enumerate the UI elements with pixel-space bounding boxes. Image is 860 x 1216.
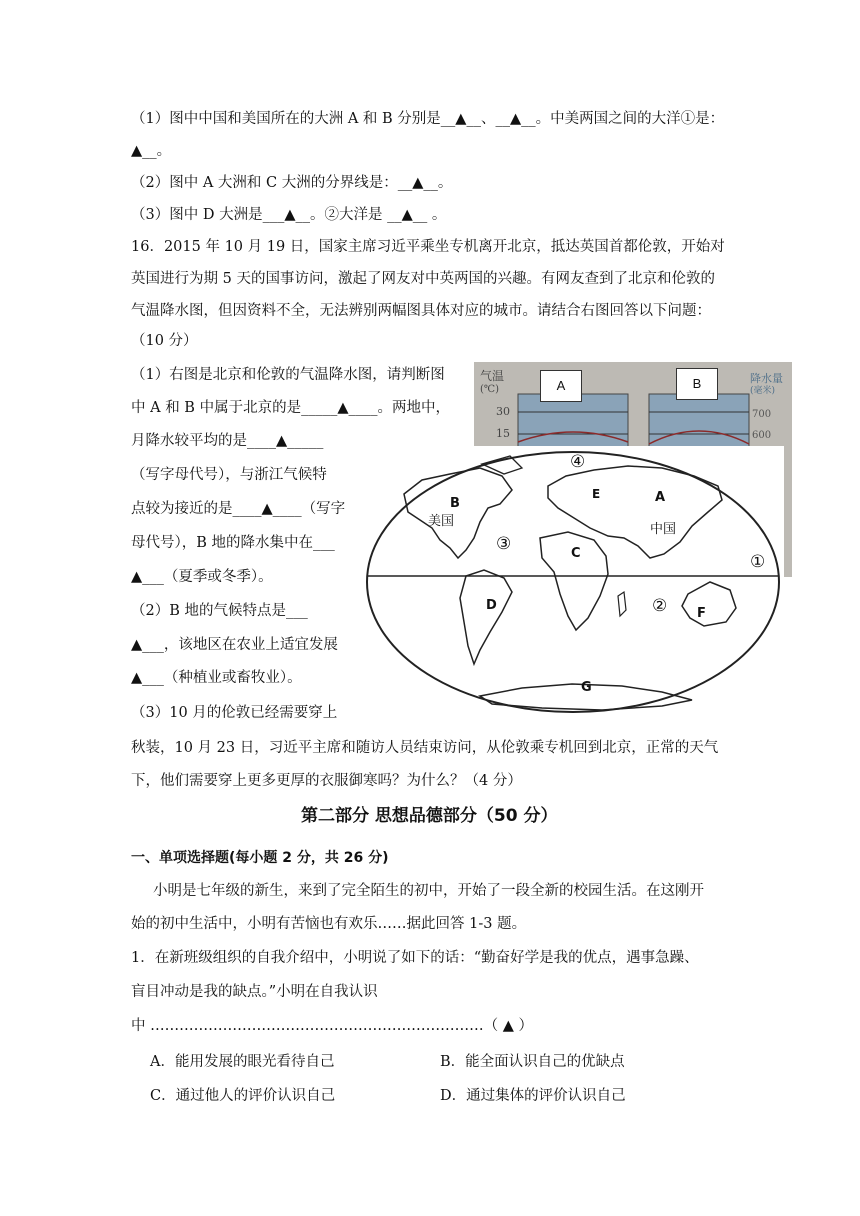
world-map-drawing: [362, 446, 784, 718]
q15-line-1: （1）图中中国和美国所在的大洲 A 和 B 分别是__▲__、__▲__。中美两国之间的大洋①是：: [131, 111, 725, 127]
precip-label: 降水量: [750, 372, 783, 385]
tick-700: 700: [752, 409, 772, 420]
q16-line-6: 母代号），B 地的降水集中在___: [131, 535, 335, 551]
q16-intro-3: 气温降水图，但因资料不全，无法辨别两幅图具体对应的城市。请结合右图回答以下问题：: [131, 303, 711, 319]
q16-intro-1: 16．2015 年 10 月 19 日，国家主席习近平乘坐专机离开北京，抵达英国首都伦敦，开始对: [131, 239, 725, 255]
ocean-4: ④: [570, 452, 586, 472]
part2-intro-1: 小明是七年级的新生，来到了完全陌生的初中，开始了一段全新的校园生活。在这刚开: [153, 883, 704, 899]
label-china: 中国: [650, 522, 677, 537]
q16-line-9: ▲___，该地区在农业上适宜发展: [131, 637, 338, 653]
part2-intro-2: 始的初中生活中，小明有苦恼也有欢乐……据此回答 1-3 题。: [131, 916, 527, 932]
ocean-3: ③: [496, 534, 512, 554]
q16-line-12: 秋装，10 月 23 日，习近平主席和随访人员结束访问，从伦敦乘专机回到北京，正常的天气: [131, 740, 719, 756]
q16-line-5: 点较为接近的是____▲____（写字: [131, 501, 346, 517]
label-usa: 美国: [428, 514, 455, 529]
q16-intro-2: 英国进行为期 5 天的国事访问，激起了网友对中英两国的兴趣。有网友查到了北京和伦敦的: [131, 271, 715, 287]
world-map: [362, 446, 784, 718]
q16-line-2: 中 A 和 B 中属于北京的是_____▲____。两地中，: [131, 400, 450, 416]
label-g: G: [581, 680, 592, 695]
precip-unit: (毫米): [750, 386, 776, 396]
q16-line-8: （2）B 地的气候特点是___: [131, 603, 308, 619]
label-d: D: [486, 598, 497, 613]
q16-line-13: 下，他们需要穿上更多更厚的衣服御寒吗？为什么？（4 分）: [131, 773, 522, 789]
q16-line-4: （写字母代号），与浙江气候特: [131, 467, 327, 483]
temp-label: 气温: [480, 369, 505, 383]
q16-intro-4: （10 分）: [131, 333, 198, 349]
q1-option-d: D．通过集体的评价认识自己: [440, 1088, 626, 1104]
tick-30: 30: [496, 405, 510, 418]
q16-line-11: （3）10 月的伦敦已经需要穿上: [131, 705, 338, 721]
q15-line-3: （2）图中 A 大洲和 C 大洲的分界线是：__▲__。: [131, 175, 453, 191]
tick-600: 600: [752, 430, 772, 441]
chart-box-a: A: [540, 370, 582, 402]
q15-line-2: ▲__。: [131, 143, 172, 159]
q1-option-b: B．能全面认识自己的优缺点: [440, 1054, 625, 1070]
label-e: E: [592, 487, 601, 501]
ocean-1: ①: [750, 552, 766, 572]
label-a: A: [655, 490, 666, 505]
label-c: C: [571, 546, 581, 561]
q15-line-4: （3）图中 D 大洲是___▲__。②大洋是 __▲__ 。: [131, 207, 447, 223]
q1-option-a: A．能用发展的眼光看待自己: [150, 1054, 335, 1070]
q16-line-1: （1）右图是北京和伦敦的气温降水图，请判断图: [131, 367, 445, 383]
part2-title: 第二部分 思想品德部分（50 分）: [301, 806, 558, 826]
chart-box-b: B: [676, 368, 718, 400]
q1-line-1: 1．在新班级组织的自我介绍中，小明说了如下的话：“勤奋好学是我的优点，遇事急躁、: [131, 950, 699, 966]
tick-15: 15: [496, 427, 510, 440]
label-f: F: [697, 606, 706, 621]
temp-unit: (℃): [480, 384, 499, 395]
q1-option-c: C．通过他人的评价认识自己: [150, 1088, 336, 1104]
q16-line-10: ▲___（种植业或畜牧业）。: [131, 670, 302, 686]
q1-line-2: 盲目冲动是我的缺点。”小明在自我认识: [131, 984, 378, 1000]
q16-line-3: 月降水较平均的是____▲_____: [131, 433, 324, 449]
ocean-2: ②: [652, 596, 668, 616]
label-b: B: [450, 496, 460, 511]
q1-line-3: 中 ……………………………………………………………（ ▲ ）: [131, 1018, 533, 1034]
part2-section-heading: 一、单项选择题(每小题 2 分，共 26 分): [131, 850, 389, 866]
q16-line-7: ▲___（夏季或冬季）。: [131, 569, 273, 585]
